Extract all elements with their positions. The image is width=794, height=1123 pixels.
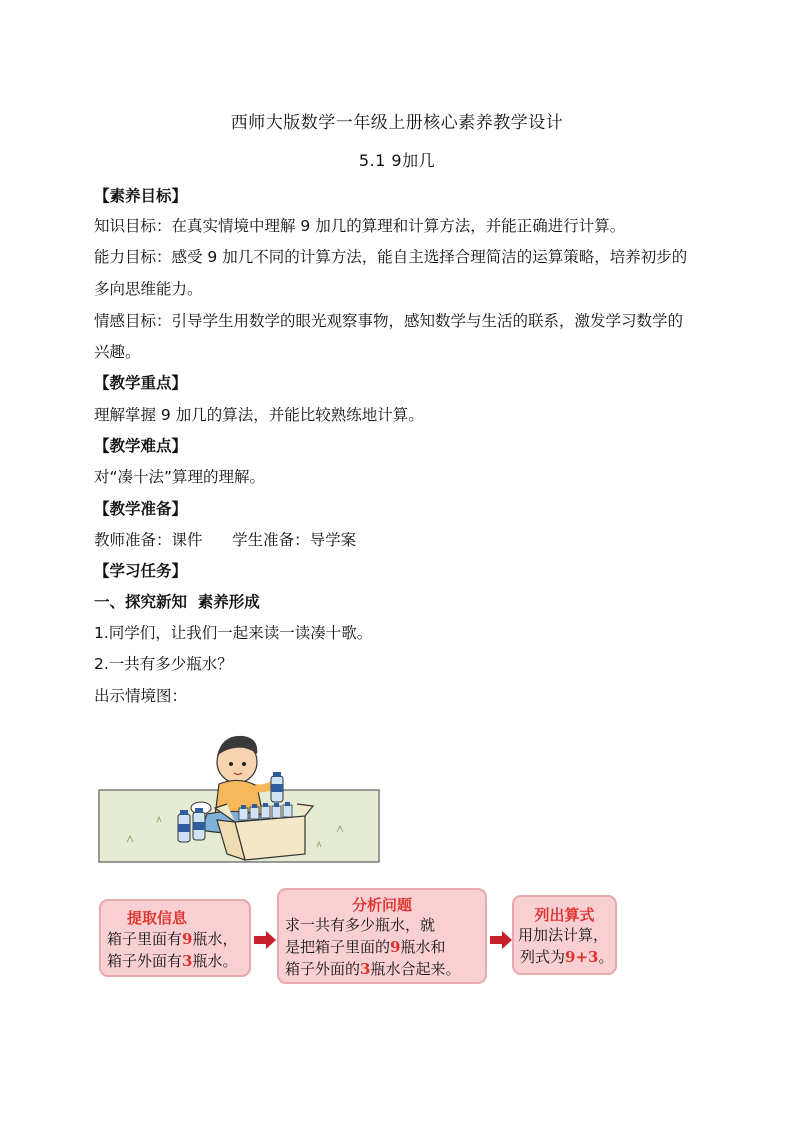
- analysis-box-heading: 分析问题: [351, 896, 412, 914]
- key-point-heading: 【教学重点】: [94, 374, 188, 392]
- difficulty-heading: 【教学难点】: [94, 437, 188, 455]
- info-line-2: 箱子外面有3瓶水。: [107, 952, 238, 970]
- key-point-text: 理解掌握 9 加几的算法，并能比较熟练地计算。: [94, 406, 424, 424]
- preparation-text: 教师准备：课件 学生准备：导学案: [94, 531, 357, 549]
- task-item-3: 出示情境图：: [94, 687, 188, 705]
- goal-knowledge: 知识目标：在真实情境中理解 9 加几的算理和计算方法，并能正确进行计算。: [94, 217, 626, 235]
- info-box-heading: 提取信息: [126, 909, 187, 927]
- analysis-line-1: 求一共有多少瓶水，就: [285, 916, 436, 934]
- arrow-right-icon: [489, 930, 513, 950]
- info-box: [99, 899, 251, 977]
- situation-illustration: [97, 722, 381, 864]
- equation-box: [512, 895, 617, 975]
- analysis-line-2: 是把箱子里面的9瓶水和: [285, 938, 446, 956]
- bottle-in-hand: [271, 772, 283, 802]
- equation-box-heading: 列出算式: [534, 906, 595, 924]
- lesson-title: 5.1 9加几: [358, 151, 436, 170]
- goal-ability-line1: 能力目标：感受 9 加几不同的计算方法，能自主选择合理简洁的运算策略，培养初步的: [94, 248, 688, 266]
- goal-ability-line2: 多向思维能力。: [94, 280, 203, 298]
- preparation-heading: 【教学准备】: [94, 500, 188, 518]
- equation-line-2: 列式为9+3。: [520, 948, 614, 966]
- document-title: 西师大版数学一年级上册核心素养教学设计: [230, 113, 564, 133]
- analysis-box: [277, 888, 487, 984]
- analysis-line-3: 箱子外面的3瓶水合起来。: [285, 960, 461, 978]
- equation-line-1: 用加法计算，: [518, 926, 609, 944]
- task-item-1: 1.同学们，让我们一起来读一读凑十歌。: [94, 624, 373, 642]
- difficulty-text: 对“凑十法”算理的理解。: [94, 468, 266, 486]
- goal-emotion-line1: 情感目标：引导学生用数学的眼光观察事物，感知数学与生活的联系，激发学习数学的: [94, 312, 684, 330]
- goal-emotion-line2: 兴趣。: [94, 343, 141, 361]
- part-one-heading: 一、探究新知 素养形成: [94, 593, 260, 611]
- goals-heading: 【素养目标】: [94, 187, 188, 205]
- task-item-2: 2.一共有多少瓶水？: [94, 655, 233, 673]
- arrow-right-icon: [253, 930, 277, 950]
- info-line-1: 箱子里面有9瓶水，: [107, 930, 238, 948]
- tasks-heading: 【学习任务】: [94, 562, 188, 580]
